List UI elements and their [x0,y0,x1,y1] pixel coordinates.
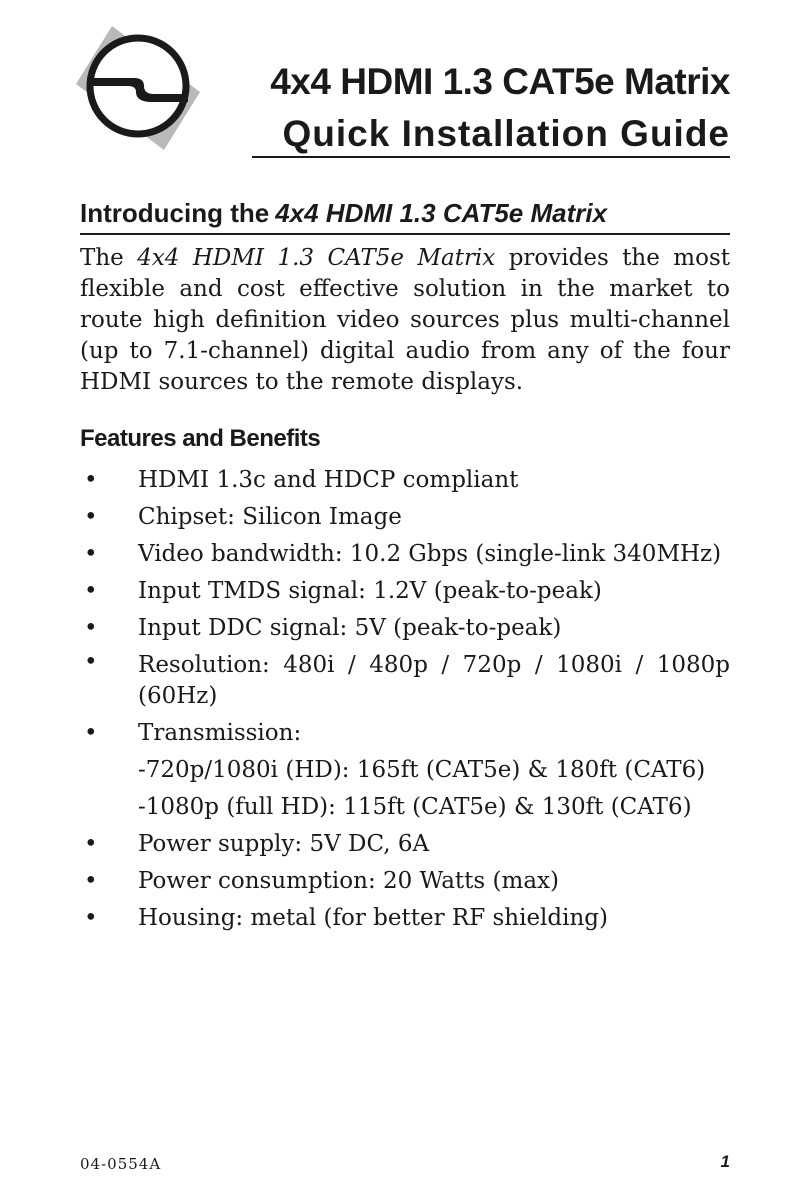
transmission-detail [80,789,730,826]
list-item [80,462,730,499]
intro-text-start: The [80,245,124,271]
intro-heading [80,196,730,230]
feature-text: Input TMDS signal: 1.2V (peak-to-peak) [138,578,602,604]
bullet-icon: • [84,649,98,675]
list-item [80,573,730,610]
intro-text-product: 4x4 HDMI 1.3 CAT5e Matrix [137,245,496,271]
intro-heading-prefix: Introducing the [80,198,270,228]
feature-text: Video bandwidth: 10.2 Gbps (single-link 340MHz) [138,541,722,567]
intro-paragraph [80,243,730,398]
title-block [252,56,730,160]
title-divider [252,156,730,158]
bullet-icon: • [84,504,98,530]
intro-text-rest: provides the most flexible and cost effective solution in the market to route high definition video sources plus multi-channel (up to 7.1-channel) digital audio from any of the four HDMI sources to the remote displays. [80,245,730,395]
feature-text: Input DDC signal: 5V (peak-to-peak) [138,615,562,641]
feature-text: Power supply: 5V DC, 6A [138,831,430,857]
document-subtitle: Quick Installation Guide [282,113,730,154]
bullet-icon: • [84,615,98,641]
bullet-icon: • [84,720,98,746]
feature-text: Power consumption: 20 Watts (max) [138,868,559,894]
transmission-full-hd: -1080p (full HD): 115ft (CAT5e) & 130ft (CAT6) [138,794,692,820]
features-list [80,462,730,937]
list-item [80,647,730,715]
bullet-icon: • [84,467,98,493]
feature-text: HDMI 1.3c and HDCP compliant [138,467,519,493]
page-number: 1 [720,1152,730,1171]
intro-divider [80,233,730,235]
feature-text: Chipset: Silicon Image [138,504,402,530]
list-item [80,610,730,647]
list-item [80,536,730,573]
transmission-hd: -720p/1080i (HD): 165ft (CAT5e) & 180ft (CAT6) [138,757,706,783]
list-item [80,715,730,752]
document-code: 04-0554A [80,1155,162,1173]
document-title: 4x4 HDMI 1.3 CAT5e Matrix [270,61,730,102]
bullet-icon: • [84,831,98,857]
bullet-icon: • [84,541,98,567]
list-item [80,499,730,536]
siig-logo [72,22,204,154]
bullet-icon: • [84,868,98,894]
list-item [80,826,730,863]
feature-text: Resolution: 480i / 480p / 720p / 1080i / 1080p (60Hz) [138,652,730,709]
bullet-icon: • [84,905,98,931]
features-heading: Features and Benefits [80,425,321,452]
intro-heading-product: 4x4 HDMI 1.3 CAT5e Matrix [275,198,608,228]
feature-text: Transmission: [138,720,302,746]
list-item [80,863,730,900]
list-item [80,900,730,937]
feature-text: Housing: metal (for better RF shielding) [138,905,609,931]
transmission-detail [80,752,730,789]
bullet-icon: • [84,578,98,604]
